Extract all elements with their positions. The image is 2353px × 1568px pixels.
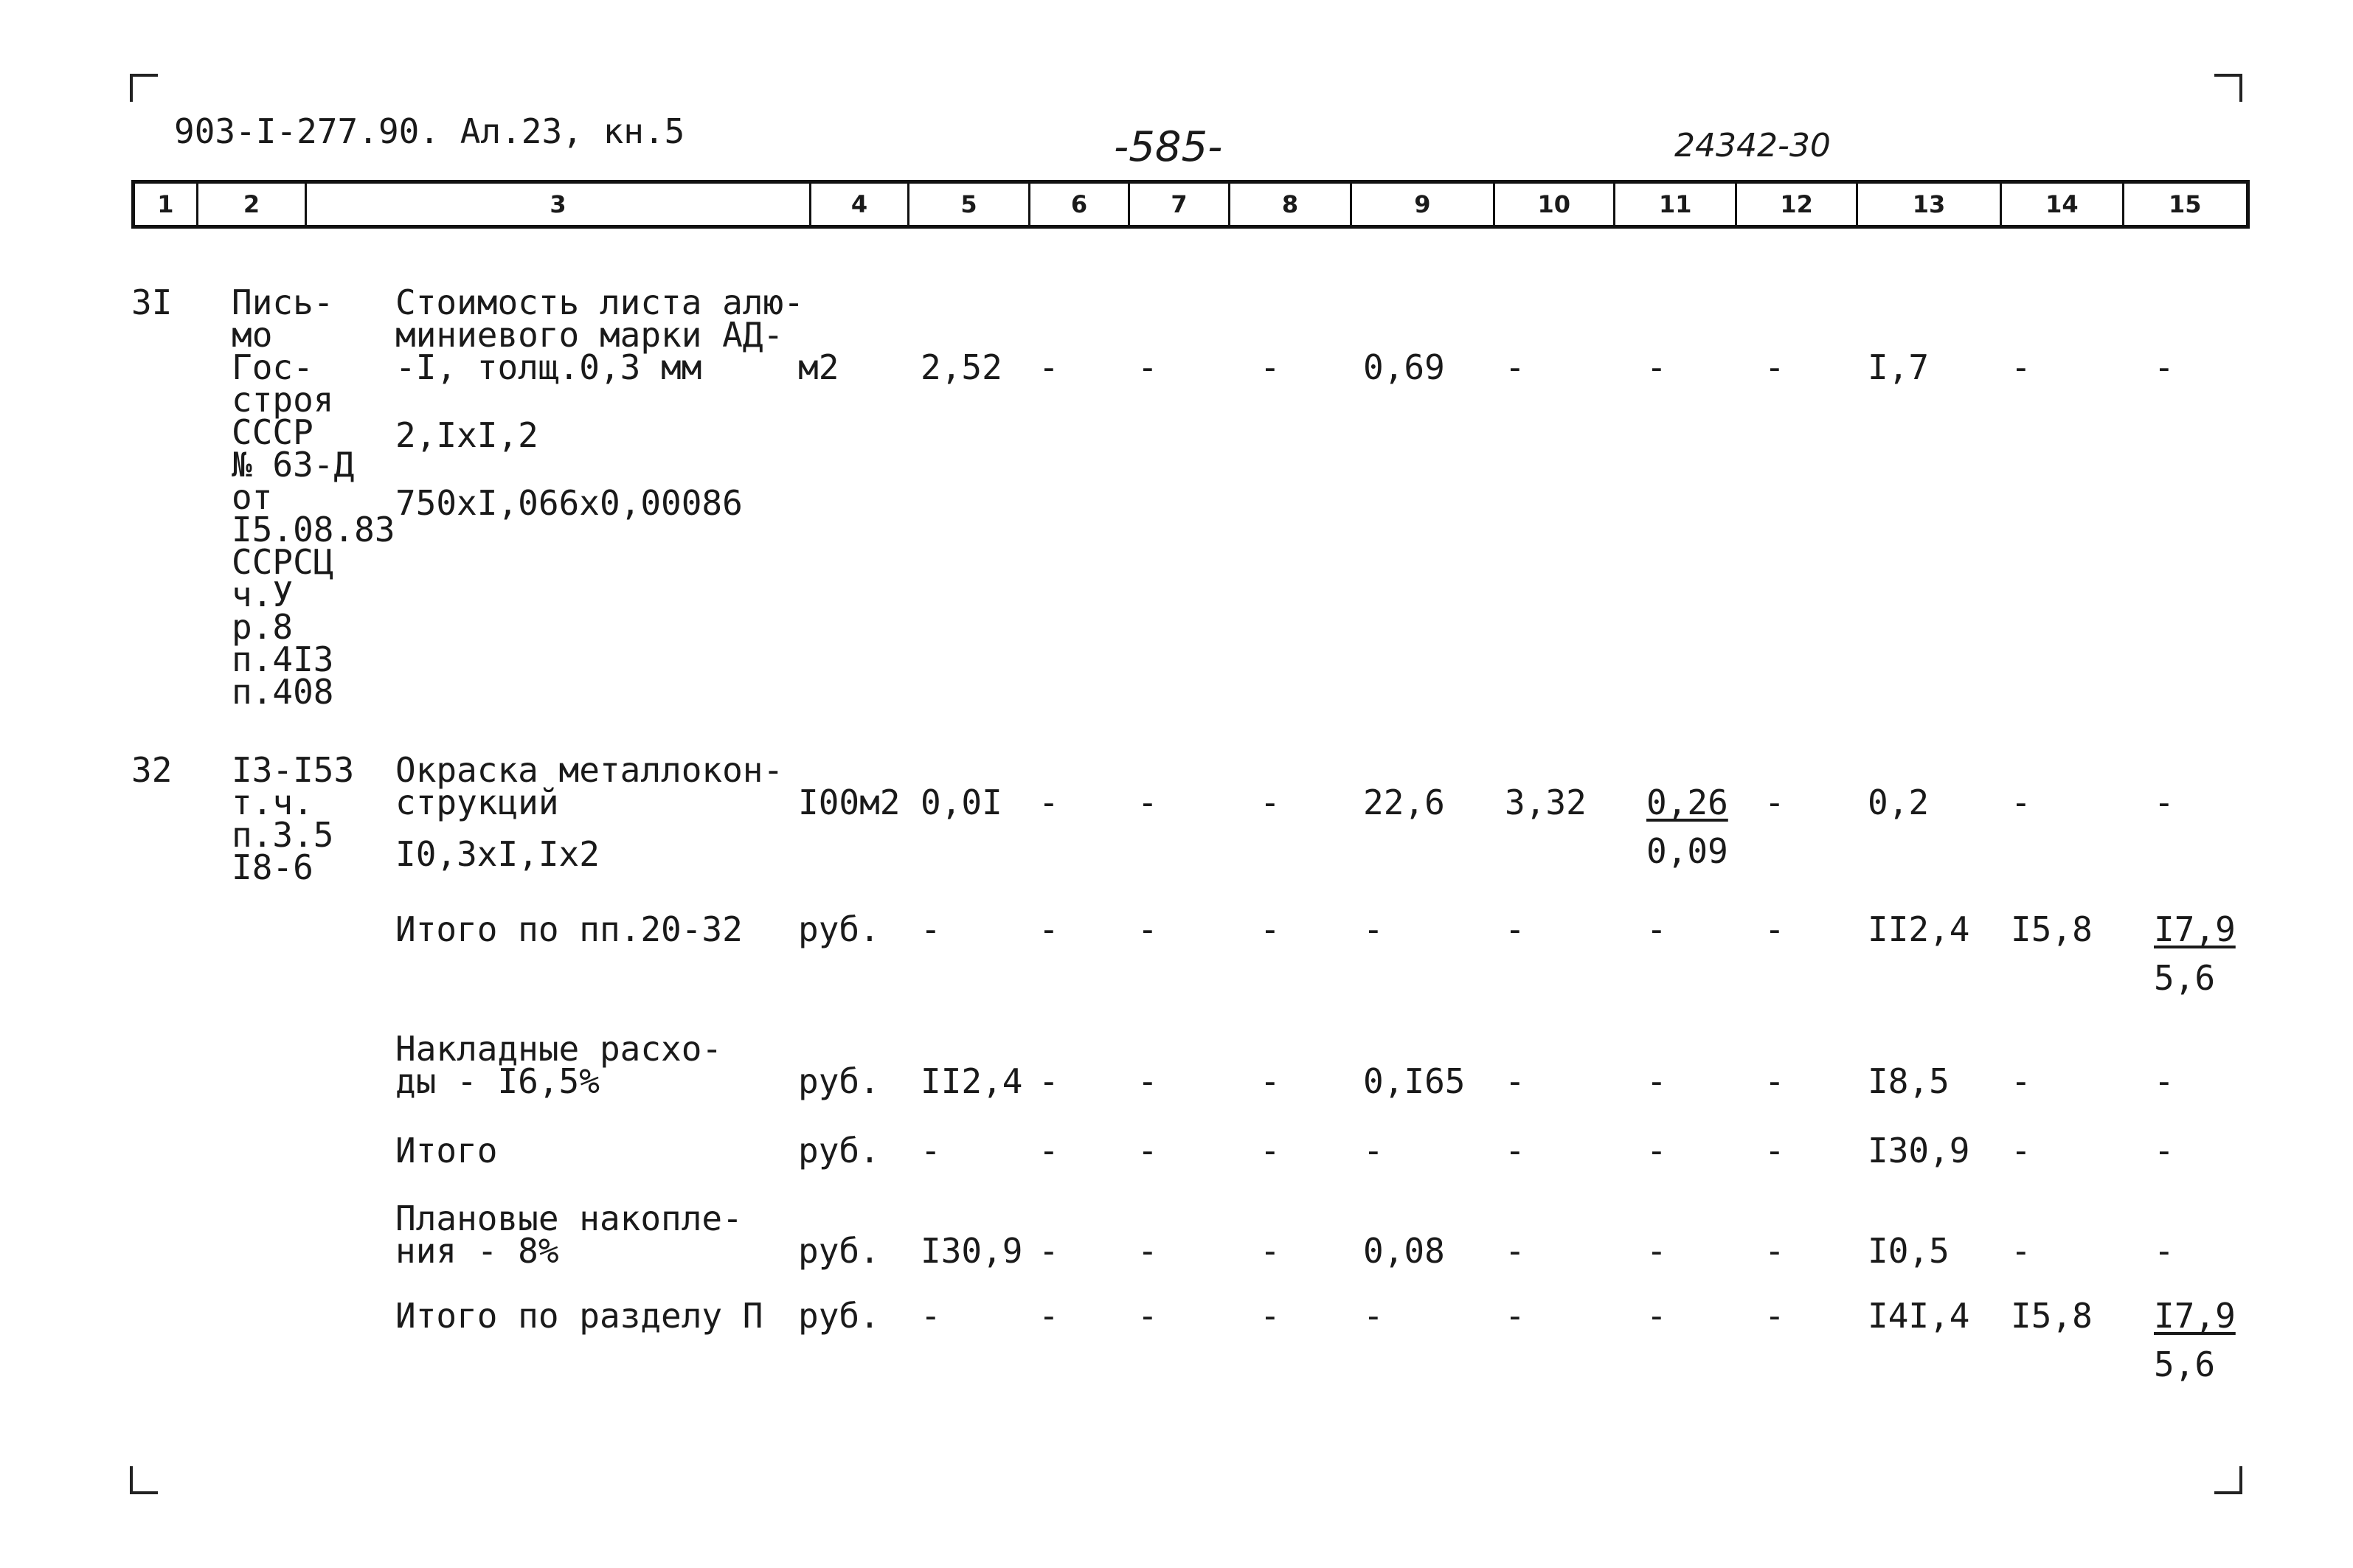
- row-cell-c8: -: [1260, 1296, 1281, 1336]
- row-cell-c15: -: [2154, 783, 2174, 822]
- row-cell-c5: I30,9: [921, 1231, 1023, 1271]
- row-cell-c11: -: [1646, 909, 1667, 949]
- column-header-9: 9: [1352, 184, 1494, 225]
- column-header-1: 1: [135, 184, 198, 225]
- row-cell-c12: -: [1764, 347, 1785, 387]
- row-cell-c9: -: [1363, 909, 1384, 949]
- column-header-8: 8: [1230, 184, 1352, 225]
- column-header-13: 13: [1858, 184, 2002, 225]
- row-description: Накладные расхо- ды - I6,5%: [395, 1029, 723, 1101]
- inventory-number: 24342-30: [1674, 127, 1831, 164]
- row-cell-c6: -: [1039, 1131, 1059, 1170]
- row-cell-c12: -: [1764, 1296, 1785, 1336]
- row-cell-c15: -: [2154, 1231, 2174, 1271]
- row-cell-c11: -: [1646, 1061, 1667, 1101]
- row-cell-c5: 0,0I: [921, 783, 1002, 822]
- row-cell-c8: -: [1260, 1061, 1281, 1101]
- row-cell-c15: -: [2154, 1131, 2174, 1170]
- document-code: 903-I-277.90. Ал.23, кн.5: [174, 111, 685, 151]
- row-cell-c13: I30,9: [1868, 1131, 1970, 1170]
- row-cell-c8: -: [1260, 783, 1281, 822]
- row-cell-c15-denominator: 5,6: [2154, 958, 2216, 998]
- row-cell-c14: I5,8: [2011, 909, 2093, 949]
- row-cell-c10: 3,32: [1505, 783, 1587, 822]
- page-number: -585-: [1114, 123, 1223, 171]
- row-description: Итого по разделу П: [395, 1296, 763, 1336]
- row-description: Итого по пп.20-32: [395, 909, 743, 949]
- column-header-10: 10: [1495, 184, 1615, 225]
- row-cell-c6: -: [1039, 1061, 1059, 1101]
- row-cell-c15: I7,9: [2154, 909, 2236, 949]
- row-description: Окраска металлокон- струкций: [395, 750, 784, 822]
- row-cell-c6: -: [1039, 783, 1059, 822]
- row-cell-c13: I0,5: [1868, 1231, 1950, 1271]
- row-cell-c14: -: [2011, 1061, 2031, 1101]
- row-cell-c7: -: [1137, 909, 1158, 949]
- row-cell-c12: -: [1764, 783, 1785, 822]
- row-cell-c7: -: [1137, 347, 1158, 387]
- crop-mark-bottom-right: [2214, 1466, 2242, 1494]
- row-cell-c5: -: [921, 1296, 941, 1336]
- column-header-3: 3: [307, 184, 811, 225]
- row-cell-c5: 2,52: [921, 347, 1002, 387]
- row-unit: руб.: [798, 1231, 880, 1271]
- row-unit: I00м2: [798, 783, 901, 822]
- row-cell-c12: -: [1764, 1131, 1785, 1170]
- row-cell-c14: -: [2011, 347, 2031, 387]
- row-number: 32: [131, 750, 173, 790]
- row-cell-c11: 0,26: [1646, 783, 1728, 822]
- row-description: Стоимость листа алю- миниевого марки АД- -I, толщ.0,3 мм: [395, 282, 804, 387]
- column-header-14: 14: [2002, 184, 2124, 225]
- row-cell-c9: -: [1363, 1296, 1384, 1336]
- row-cell-c7: -: [1137, 1231, 1158, 1271]
- row-calc-line: 750xI,066x0,00086: [395, 483, 743, 523]
- row-description: Плановые накопле- ния - 8%: [395, 1198, 743, 1271]
- row-cell-c10: -: [1505, 1231, 1525, 1271]
- row-cell-c13: I4I,4: [1868, 1296, 1970, 1336]
- row-cell-c6: -: [1039, 347, 1059, 387]
- column-header-12: 12: [1737, 184, 1857, 225]
- row-cell-c8: -: [1260, 1131, 1281, 1170]
- crop-mark-top-left: [130, 74, 158, 102]
- row-calc-line: I0,3xI,Ix2: [395, 834, 600, 874]
- row-cell-c9: 0,69: [1363, 347, 1445, 387]
- row-cell-c13: I8,5: [1868, 1061, 1950, 1101]
- row-cell-c9: 0,08: [1363, 1231, 1445, 1271]
- row-cell-c15: -: [2154, 347, 2174, 387]
- column-header-11: 11: [1615, 184, 1737, 225]
- row-cell-c8: -: [1260, 1231, 1281, 1271]
- row-cell-c5: -: [921, 909, 941, 949]
- row-cell-c6: -: [1039, 1231, 1059, 1271]
- row-cell-c6: -: [1039, 1296, 1059, 1336]
- row-cell-c8: -: [1260, 909, 1281, 949]
- row-unit: м2: [798, 347, 839, 387]
- row-cell-c13: II2,4: [1868, 909, 1970, 949]
- row-cell-c7: -: [1137, 783, 1158, 822]
- column-header-7: 7: [1130, 184, 1230, 225]
- row-cell-c9: 0,I65: [1363, 1061, 1466, 1101]
- row-cell-c12: -: [1764, 909, 1785, 949]
- row-unit: руб.: [798, 1296, 880, 1336]
- row-cell-c14: -: [2011, 1231, 2031, 1271]
- row-cell-c10: -: [1505, 909, 1525, 949]
- row-calc-line: 2,IxI,2: [395, 415, 538, 455]
- row-description: Итого: [395, 1131, 498, 1170]
- row-cell-c13: I,7: [1868, 347, 1930, 387]
- row-unit: руб.: [798, 1061, 880, 1101]
- row-cell-c7: -: [1137, 1131, 1158, 1170]
- row-cell-c11-denominator: 0,09: [1646, 831, 1728, 871]
- row-cell-c5: II2,4: [921, 1061, 1023, 1101]
- row-cell-c12: -: [1764, 1061, 1785, 1101]
- row-cell-c15: -: [2154, 1061, 2174, 1101]
- row-cell-c7: -: [1137, 1061, 1158, 1101]
- row-cell-c7: -: [1137, 1296, 1158, 1336]
- column-header-2: 2: [198, 184, 307, 225]
- row-cell-c15-denominator: 5,6: [2154, 1345, 2216, 1384]
- row-cell-c9: -: [1363, 1131, 1384, 1170]
- row-basis: Пись- мо Гос- строя СССР № 63-Д от I5.08.83 ССРСЦ ч.У р.8 п.4I3 п.408: [232, 282, 395, 712]
- row-cell-c14: I5,8: [2011, 1296, 2093, 1336]
- row-cell-c9: 22,6: [1363, 783, 1445, 822]
- row-cell-c11: -: [1646, 347, 1667, 387]
- row-cell-c10: -: [1505, 1061, 1525, 1101]
- row-number: 3I: [131, 282, 173, 322]
- row-cell-c11: -: [1646, 1131, 1667, 1170]
- column-header-5: 5: [909, 184, 1030, 225]
- row-cell-c11: -: [1646, 1296, 1667, 1336]
- row-cell-c11: -: [1646, 1231, 1667, 1271]
- crop-mark-top-right: [2214, 74, 2242, 102]
- column-header-15: 15: [2169, 190, 2202, 218]
- crop-mark-bottom-left: [130, 1466, 158, 1494]
- row-cell-c10: -: [1505, 1296, 1525, 1336]
- column-header-4: 4: [811, 184, 910, 225]
- row-cell-c14: -: [2011, 783, 2031, 822]
- row-cell-c14: -: [2011, 1131, 2031, 1170]
- row-unit: руб.: [798, 909, 880, 949]
- row-cell-c10: -: [1505, 1131, 1525, 1170]
- row-cell-c13: 0,2: [1868, 783, 1930, 822]
- row-cell-c12: -: [1764, 1231, 1785, 1271]
- row-cell-c5: -: [921, 1131, 941, 1170]
- row-cell-c10: -: [1505, 347, 1525, 387]
- row-cell-c15: I7,9: [2154, 1296, 2236, 1336]
- column-number-header: [131, 180, 2250, 229]
- row-cell-c8: -: [1260, 347, 1281, 387]
- row-cell-c6: -: [1039, 909, 1059, 949]
- column-header-6: 6: [1030, 184, 1131, 225]
- row-unit: руб.: [798, 1131, 880, 1170]
- row-basis: I3-I53 т.ч. п.3.5 I8-6: [232, 750, 355, 887]
